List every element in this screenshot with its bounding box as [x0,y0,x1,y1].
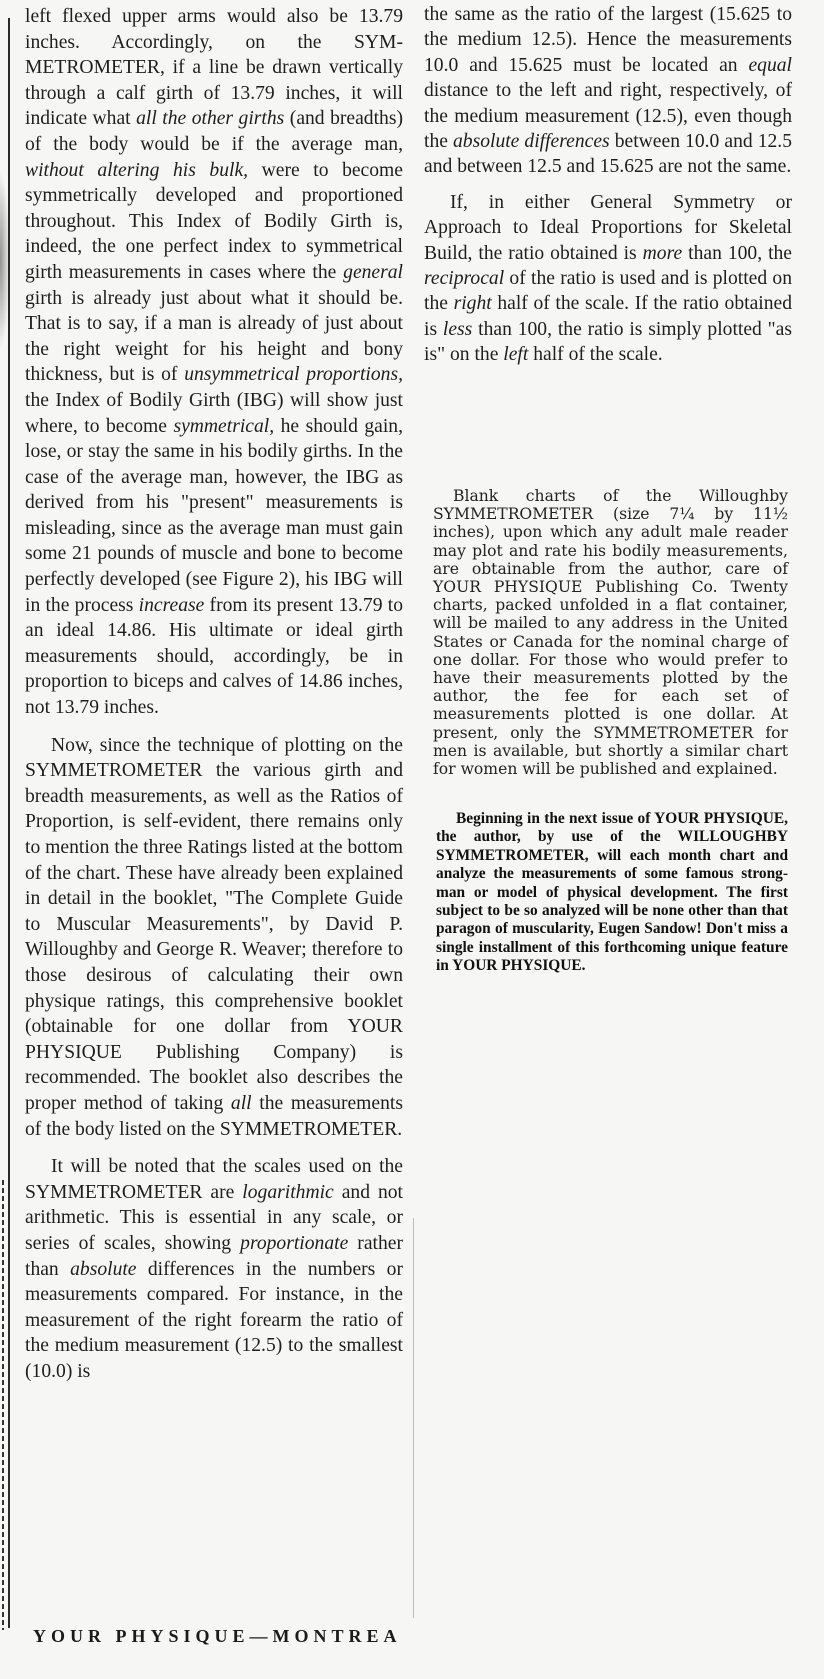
body-text: from its present 13.79 to an ideal 14.86. His ultimate or ideal girth measurements should, accordingly, be in proportion to biceps and calves of 14.86 inches, not 13.79 inches. [25,594,404,719]
body-text: between 10.0 and 12.5 and between 12.5 and 15.625 are not the same. [424,131,792,178]
body-text: the measurements of the body listed on the SYMMETROMETER. [25,1092,403,1140]
left-paragraph-2 [25,733,403,1143]
emphasis-text: equal [748,54,792,76]
right-paragraph-2 [424,190,792,368]
emphasis-text: logarithmic [242,1181,334,1203]
left-column-rule [8,18,10,1628]
body-text: girth is already just about what it should be. That is to say, if a man is already of just about the right weight for his height and bony thickness, but is of [25,287,403,386]
body-text: were to become symmetrically developed and proportioned throughout. This Index of Bodily Girth is, indeed, the one perfect index to symmetrical girth measurements in cases where the [25,159,403,283]
body-text: If, in either General Symmetry or Approach to Ideal Proportions for Skeletal Build, the ratio obtained is [424,191,792,264]
right-paragraph-1 [424,2,792,180]
emphasis-text: without altering his bulk, [25,159,249,181]
emphasis-text: symmetrical, [173,415,275,437]
running-footer: YOUR PHYSIQUE—MONTREA [33,1626,402,1646]
body-text: half of the scale. If the ratio obtained is [424,293,793,340]
promo-text: Beginning in the next issue of YOUR PHYSIQUE, the author, by use of the WILLOUGHBY SYMMETROMETER, will each month chart and analyze the measurements of some famous strong-man or model of physical development. The first subject to be so analyzed will be none other than that paragon of muscularity, Eugen Sandow! Don't miss a single installment of this forthcoming unique feature in YOUR PHYSIQUE. [436,810,788,975]
emphasis-text: all the other girths [136,108,285,130]
emphasis-text: left [503,344,529,366]
emphasis-text: general [343,261,403,283]
blank-charts-note [433,487,788,778]
emphasis-text: less [442,318,473,340]
right-column [424,2,792,368]
body-text: rather than [25,1232,403,1280]
column-divider [413,1218,414,1618]
body-text: of the ratio is used and is plotted on the [424,268,792,315]
body-text: and not arithmetic. This is essential in any scale, or series of scales, showing [25,1181,403,1254]
left-paragraph-3 [25,1154,403,1384]
emphasis-text: reciprocal [424,268,505,290]
body-text: It will be noted that the scales used on the SYMMETROMETER are [25,1156,403,1203]
emphasis-text: more [642,242,683,264]
left-column [25,4,403,1384]
emphasis-text: right [453,293,492,315]
emphasis-text: absolute [70,1258,137,1280]
body-text: than 100, the ratio is simply plotted "as is" on the [424,318,792,366]
body-text: than 100, the [682,242,793,264]
emphasis-text: unsymmetrical proportions, [184,364,403,386]
emphasis-text: absolute differences [452,131,610,153]
body-text: differences in the numbers or measurements compared. For instance, in the measurement of the right forearm the ratio of the medium measurement (12.5) to the smallest (10.0) is [25,1258,403,1382]
note-text: Blank charts of the Willoughby SYMMETROMETER (size 7¼ by 11½ inches), upon which any adult male reader may plot and rate his bodily measurements, are obtainable from the author, care of YOUR PHYSIQUE Publishing Co. Twenty charts, packed unfolded in a flat container, will be mailed to any address in the United States or Canada for the nominal charge of one dollar. For those who would prefer to have their measurements plotted by the author, the fee for each set of measurements plotted is one dollar. At present, only the SYMMETROMETER for men is available, but shortly a similar chart for women will be published and explained. [433,487,788,779]
body-text: left flexed upper arms would also be 13.79 inches. Accordingly, on the SYM-METROMETER, if a line be drawn vertically through a calf girth of 13.79 inches, it will indicate what [25,6,403,130]
body-text: distance to the left and right, respectively, of the medium measurement (12.5), even though the [424,80,792,153]
body-text: he should gain, lose, or stay the same in his bodily girths. In the case of the average man, however, the IBG as derived from his "present" measurements is misleading, since as the average man must gain some 21 pounds of muscle and bone to become perfectly developed (see Figure 2), his IBG will in the process [25,415,403,616]
next-issue-promo [436,810,788,976]
body-text: (and breadths) of the body would be if the average man, [25,108,403,155]
dashed-margin-rule [2,1180,4,1630]
body-text: Now, since the technique of plotting on the SYMMETROMETER the various girth and breadth measurements, as well as the Ratios of Proportion, is self-evident, there remains only to mention the three Ratings listed at the bottom of the chart. These have already been explained in detail in the booklet, "The Complete Guide to Muscular Measurements", by David P. Willoughby and George R. Weaver; therefore to those desirous of calculating their own physique ratings, this comprehensive booklet (obtainable for one dollar from YOUR PHYSIQUE Publishing Company) is recommended. The booklet also describes the proper method of taking [25,734,403,1114]
body-text: the same as the ratio of the largest (15.625 to the medium 12.5). Hence the measurements 10.0 and 15.625 must be located an [424,4,792,76]
body-text: the Index of Bodily Girth (IBG) will show just where, to become [25,389,403,437]
left-paragraph-1 [25,4,403,721]
body-text: half of the scale. [528,344,663,366]
emphasis-text: increase [138,594,205,616]
emphasis-text: all [230,1092,252,1114]
emphasis-text: proportionate [240,1232,349,1254]
